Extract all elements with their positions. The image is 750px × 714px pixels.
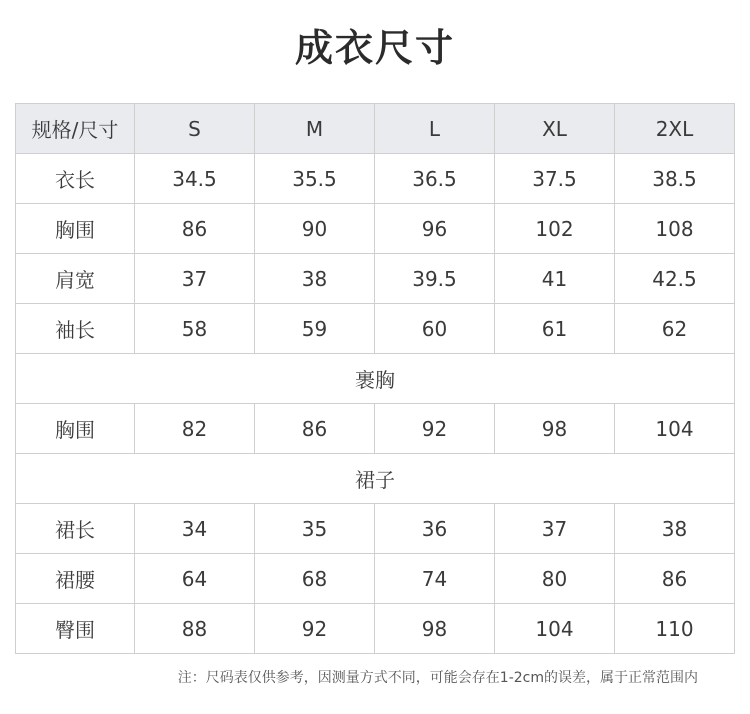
table-cell: 34.5: [135, 154, 255, 204]
table-cell: 82: [135, 404, 255, 454]
table-cell: 38: [615, 504, 735, 554]
table-cell: 68: [255, 554, 375, 604]
table-cell: 61: [495, 304, 615, 354]
table-cell: 96: [375, 204, 495, 254]
row-label: 袖长: [16, 304, 135, 354]
row-label: 臀围: [16, 604, 135, 654]
table-row: [16, 554, 735, 604]
table-cell: 60: [375, 304, 495, 354]
table-cell: 90: [255, 204, 375, 254]
table-cell: 98: [495, 404, 615, 454]
table-cell: 64: [135, 554, 255, 604]
section-row: [16, 354, 735, 404]
table-cell: 35.5: [255, 154, 375, 204]
table-cell: 36.5: [375, 154, 495, 204]
table-cell: 62: [615, 304, 735, 354]
header-cell-2xl: 2XL: [615, 104, 735, 154]
table-cell: 88: [135, 604, 255, 654]
table-cell: 37: [135, 254, 255, 304]
table-cell: 86: [615, 554, 735, 604]
table-row: [16, 504, 735, 554]
header-cell-s: S: [135, 104, 255, 154]
section-heading: 裹胸: [16, 354, 735, 404]
table-cell: 104: [495, 604, 615, 654]
table-cell: 108: [615, 204, 735, 254]
table-cell: 37.5: [495, 154, 615, 204]
table-cell: 41: [495, 254, 615, 304]
table-cell: 80: [495, 554, 615, 604]
section-heading: 裙子: [16, 454, 735, 504]
table-row: [16, 254, 735, 304]
table-cell: 34: [135, 504, 255, 554]
table-cell: 86: [255, 404, 375, 454]
page-title: 成衣尺寸: [294, 25, 455, 70]
table-cell: 58: [135, 304, 255, 354]
header-cell-xl: XL: [495, 104, 615, 154]
table-cell: 59: [255, 304, 375, 354]
table-cell: 98: [375, 604, 495, 654]
section-row: [16, 454, 735, 504]
row-label: 裙腰: [16, 554, 135, 604]
table-cell: 104: [615, 404, 735, 454]
table-cell: 74: [375, 554, 495, 604]
table-cell: 110: [615, 604, 735, 654]
table-cell: 102: [495, 204, 615, 254]
row-label: 肩宽: [16, 254, 135, 304]
size-table: [15, 103, 735, 654]
table-cell: 38.5: [615, 154, 735, 204]
header-cell-spec: 规格/尺寸: [16, 104, 135, 154]
table-row: [16, 604, 735, 654]
table-cell: 39.5: [375, 254, 495, 304]
table-row: [16, 404, 735, 454]
table-cell: 42.5: [615, 254, 735, 304]
table-cell: 37: [495, 504, 615, 554]
table-row: [16, 154, 735, 204]
row-label: 胸围: [16, 404, 135, 454]
row-label: 胸围: [16, 204, 135, 254]
table-header-row: [16, 104, 735, 154]
header-cell-l: L: [375, 104, 495, 154]
table-cell: 92: [375, 404, 495, 454]
table-cell: 92: [255, 604, 375, 654]
row-label: 衣长: [16, 154, 135, 204]
row-label: 裙长: [16, 504, 135, 554]
table-cell: 36: [375, 504, 495, 554]
disclaimer-note: 注：尺码表仅供参考，因测量方式不同，可能会存在1-2cm的误差，属于正常范围内: [177, 670, 698, 686]
table-row: [16, 204, 735, 254]
table-cell: 38: [255, 254, 375, 304]
table-cell: 35: [255, 504, 375, 554]
header-cell-m: M: [255, 104, 375, 154]
table-cell: 86: [135, 204, 255, 254]
table-row: [16, 304, 735, 354]
